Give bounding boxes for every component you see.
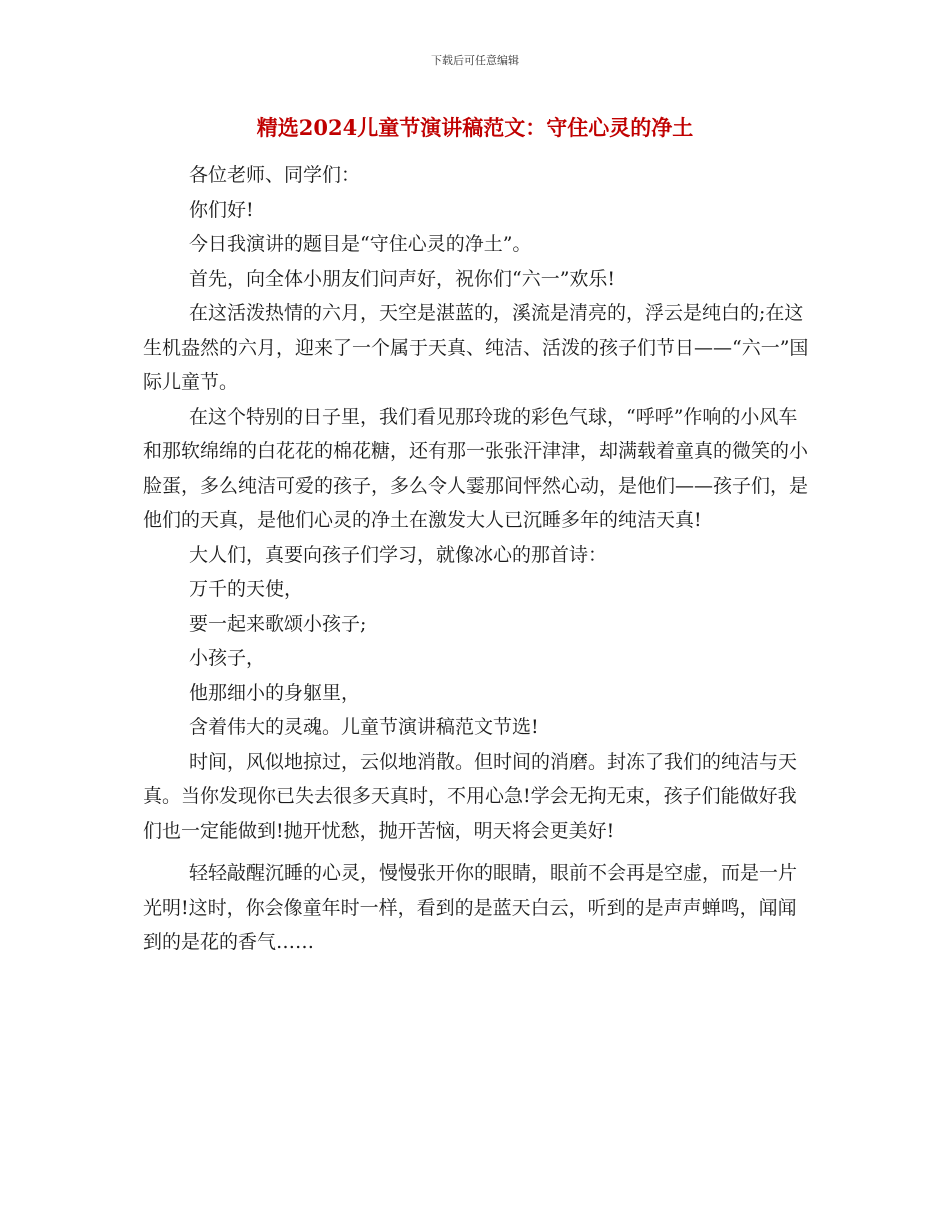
paragraph: 各位老师、同学们：: [189, 164, 361, 186]
poem-line: 小孩子，: [189, 647, 266, 669]
paragraph: 大人们，真要向孩子们学习，就像冰心的那首诗：: [189, 543, 608, 566]
document-title: 精选2024儿童节演讲稿范文：守住心灵的净土: [256, 115, 694, 140]
paragraph: 在这个特别的日子里，我们看见那玲珑的彩色气球，“呼呼”作响的小风车和那软绵绵的白花花的棉花糖，还有那一张张汗津津，却满载着童真的微笑的小脸蛋，多么纯洁可爱的孩子，多么令人霎那间怦然心动，是他们——孩子们，是他们的天真，是他们心灵的净土在激发大人已沉睡多年的纯洁天真!: [143, 405, 809, 531]
poem-line: 他那细小的身躯里，: [189, 681, 361, 704]
paragraph: 时间，风似地掠过，云似地消散。但时间的消磨。封冻了我们的纯洁与天真。当你发现你已失去很多天真时，不用心急!学会无拘无束，孩子们能做好我们也一定能做到!抛开忧愁，抛开苦恼，明天将会更美好!: [143, 750, 798, 842]
document-body: [143, 158, 813, 960]
poem-line: 含着伟大的灵魂。儿童节演讲稿范文节选!: [189, 716, 539, 738]
poem-line: 万千的天使，: [189, 578, 304, 600]
paragraph: 你们好!: [189, 198, 254, 221]
paragraph: 首先，向全体小朋友们问声好，祝你们“六一”欢乐!: [189, 267, 616, 290]
page-header-note: 下载后可任意编辑: [431, 54, 519, 67]
poem-line: 要一起来歌颂小孩子;: [189, 612, 367, 635]
paragraph: 轻轻敲醒沉睡的心灵，慢慢张开你的眼睛，眼前不会再是空虚，而是一片光明!这时，你会像童年时一样，看到的是蓝天白云，听到的是声声蝉鸣，闻闻到的是花的香气……: [143, 862, 798, 953]
paragraph: 今日我演讲的题目是“守住心灵的净土”。: [189, 233, 532, 255]
paragraph: 在这活泼热情的六月，天空是湛蓝的，溪流是清亮的，浮云是纯白的;在这生机盎然的六月，迎来了一个属于天真、纯洁、活泼的孩子们节日——“六一”国际儿童节。: [143, 302, 809, 393]
